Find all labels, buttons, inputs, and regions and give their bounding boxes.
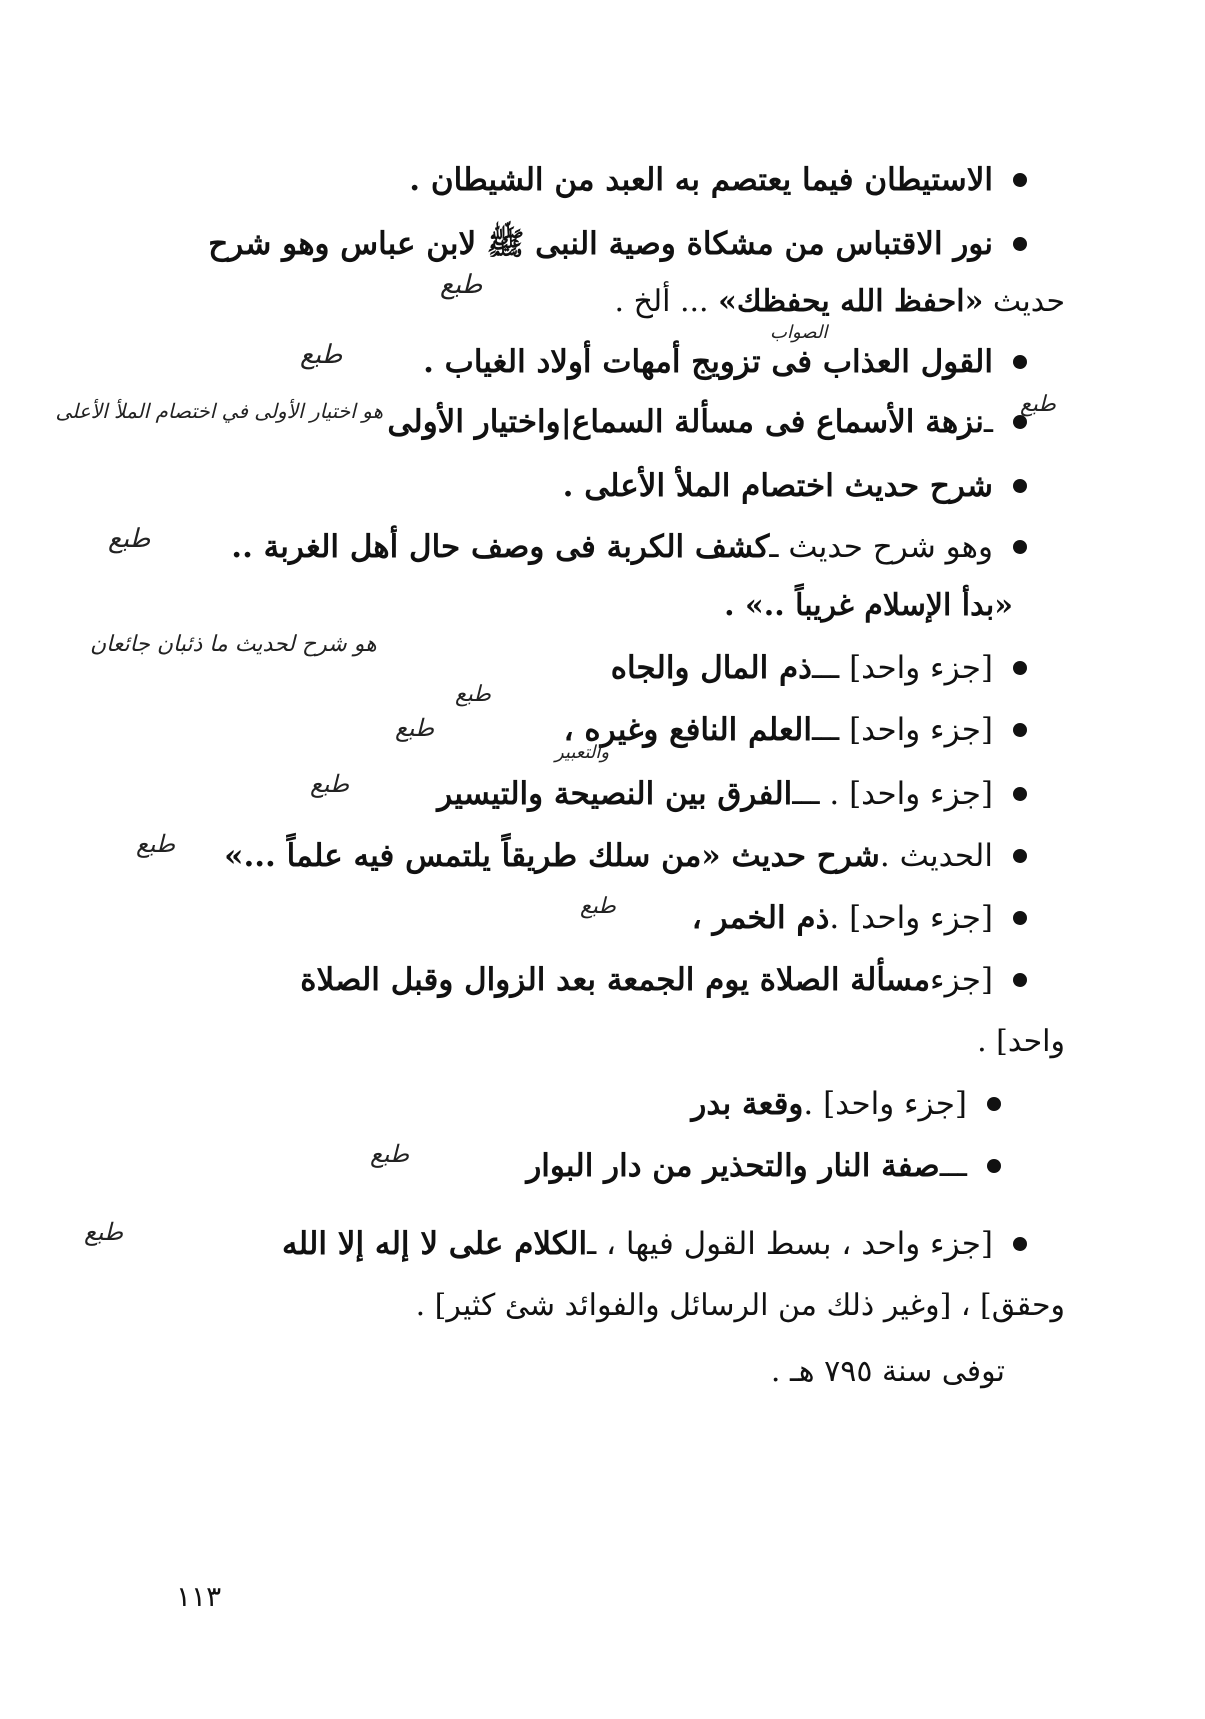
item-suffix: [جزء واحد] ـــ <box>811 650 993 686</box>
bullet <box>1013 911 1027 925</box>
item-title: وقعة بدر <box>691 1086 804 1122</box>
item-suffix: [جزء واحد] . <box>829 900 993 936</box>
item-suffix: [جزء واحد] ـــ <box>811 712 993 748</box>
bullet <box>1013 479 1027 493</box>
item-title: القول العذاب فى تزويج أمهات أولاد الغياب . <box>423 344 993 380</box>
handwritten-correction: الصواب <box>770 322 828 343</box>
bullet <box>1013 1237 1027 1251</box>
list-item <box>231 525 1027 569</box>
bullet <box>1013 355 1027 369</box>
bullet <box>1013 415 1027 429</box>
handwritten-note: طبع <box>136 830 176 858</box>
handwritten-note: طبع <box>455 682 491 707</box>
item-suffix: الحديث . <box>879 838 993 874</box>
item-suffix: [جزء <box>930 962 993 998</box>
page-number: ١١٣ <box>176 1580 222 1613</box>
bullet <box>987 1097 1001 1111</box>
list-item <box>526 1144 1001 1188</box>
list-item <box>208 222 1027 266</box>
item-title: الاستيطان فيما يعتصم به العبد من الشيطان . <box>409 162 993 198</box>
list-item <box>564 708 1027 752</box>
item-suffix: ـ <box>983 404 993 440</box>
item-title: صفة النار والتحذير من دار البوار <box>526 1148 940 1184</box>
item-suffix: [جزء واحد ، بسط القول فيها ، ـ <box>587 1226 993 1262</box>
list-item <box>300 958 1027 1002</box>
list-item <box>409 158 1027 202</box>
bullet <box>1013 237 1027 251</box>
bullet <box>1013 787 1027 801</box>
item-continuation: واحد] . <box>977 1024 1065 1059</box>
handwritten-note: هو اختيار الأولى في اختصام الملأ الأعلى <box>55 399 383 423</box>
list-item <box>692 896 1027 940</box>
item-suffix: [جزء واحد] . <box>803 1086 967 1122</box>
list-item <box>423 340 1027 384</box>
item-continuation: «بدأ الإسلام غريباً ..» . <box>724 588 1013 623</box>
item-suffix: ـــ <box>939 1148 967 1184</box>
item-title: العلم النافع وغيره ، <box>563 712 812 748</box>
list-item <box>691 1082 1001 1126</box>
handwritten-note: طبع <box>580 894 616 919</box>
bullet <box>1013 540 1027 554</box>
list-item <box>563 464 1027 508</box>
item-title: ذم الخمر ، <box>691 900 830 936</box>
item-suffix: وهو شرح حديث ـ <box>769 529 993 565</box>
list-item <box>611 646 1027 690</box>
list-item <box>282 1222 1027 1266</box>
item-title: ذم المال والجاه <box>610 650 812 686</box>
item-title: كشف الكربة فى وصف حال أهل الغربة .. <box>231 529 770 565</box>
death-note: توفى سنة ٧٩٥ هـ . <box>770 1354 1005 1389</box>
item-continuation: وحقق] ، [وغير ذلك من الرسائل والفوائد شئ كثير] . <box>415 1288 1065 1323</box>
bullet <box>1013 661 1027 675</box>
handwritten-correction: والتعبير <box>555 742 610 763</box>
handwritten-note: هو شرح لحديث ما ذئبان جائعان <box>90 632 377 657</box>
bullet <box>987 1159 1001 1173</box>
item-title: الفرق بين النصيحة والتيسير <box>437 776 793 812</box>
item-suffix: [جزء واحد] . ـــ <box>792 776 993 812</box>
list-item <box>387 400 1027 444</box>
list-item <box>224 834 1027 878</box>
item-continuation: حديث «احفظ الله يحفظك» ... ألخ . <box>614 284 1065 319</box>
bullet <box>1013 173 1027 187</box>
item-title: الكلام على لا إله إلا الله <box>282 1226 588 1262</box>
handwritten-note: طبع <box>84 1218 124 1246</box>
item-title: شرح حديث اختصام الملأ الأعلى . <box>562 468 993 504</box>
bullet <box>1013 723 1027 737</box>
list-item <box>437 772 1027 816</box>
item-title: مسألة الصلاة يوم الجمعة بعد الزوال وقبل الصلاة <box>300 962 931 998</box>
item-title: نزهة الأسماع فى مسألة السماع|واختيار الأولى <box>387 404 984 440</box>
item-title: شرح حديث «من سلك طريقاً يلتمس فيه علماً ...» <box>224 838 880 874</box>
handwritten-note: طبع <box>310 770 350 798</box>
handwritten-note: طبع <box>300 340 343 370</box>
handwritten-note: طبع <box>370 1140 410 1168</box>
handwritten-note: طبع <box>395 714 435 742</box>
item-title: نور الاقتباس من مشكاة وصية النبى ﷺ لابن عباس وهو شرح <box>208 226 993 262</box>
handwritten-note: طبع <box>1020 392 1056 417</box>
bullet <box>1013 973 1027 987</box>
handwritten-note: طبع <box>440 270 483 300</box>
bullet <box>1013 849 1027 863</box>
handwritten-note: طبع <box>108 524 151 554</box>
